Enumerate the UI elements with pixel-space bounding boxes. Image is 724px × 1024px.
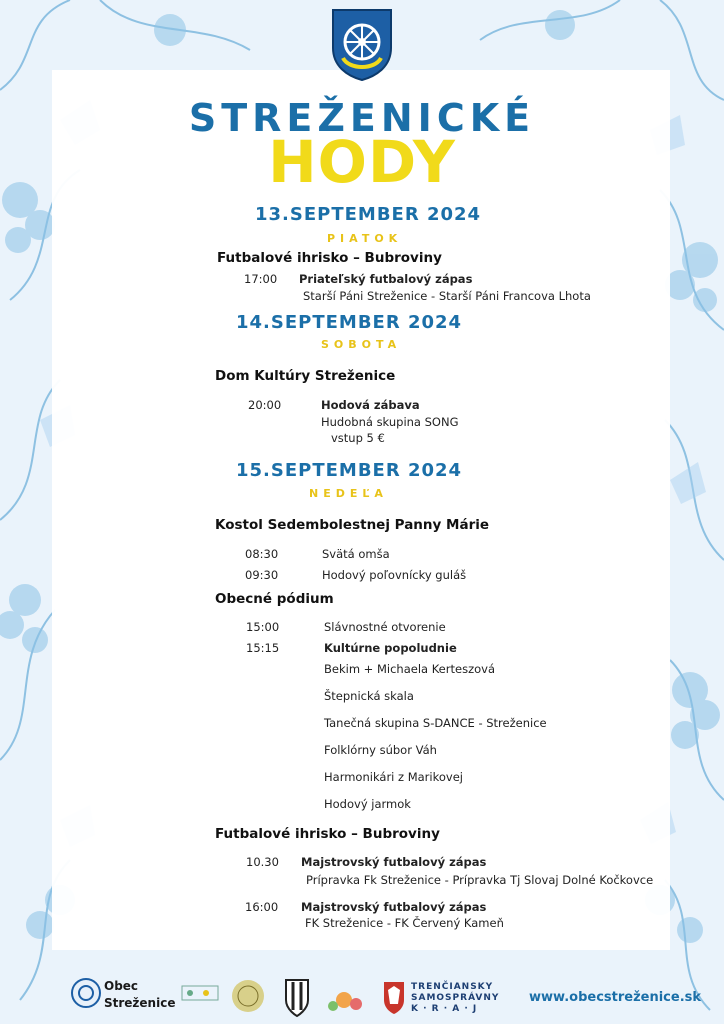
venue-name: Futbalové ihrisko – Bubroviny xyxy=(215,826,440,842)
event-title: Hodová zábava xyxy=(321,398,420,412)
event-time: 15:00 xyxy=(246,620,280,634)
event-detail: vstup 5 € xyxy=(331,431,385,445)
event-time: 10.30 xyxy=(246,855,279,869)
event-detail: FK Streženice - FK Červený Kameň xyxy=(305,916,504,930)
festival-title-line1: STREŽENICKÉ xyxy=(188,96,536,140)
venue-name: Kostol Sedembolestnej Panny Márie xyxy=(215,517,490,533)
footer-region-label: TRENČIANSKY SAMOSPRÁVNY K · R · A · J xyxy=(411,982,500,1014)
day-date: 15.SEPTEMBER 2024 xyxy=(236,460,463,481)
website-link[interactable]: www.obecstreženice.sk xyxy=(529,990,702,1005)
football-club-icon xyxy=(286,980,308,1016)
event-time: 09:30 xyxy=(245,568,279,582)
festival-title-line2: HODY xyxy=(268,128,456,196)
day-weekday: PIATOK xyxy=(327,232,403,245)
program-item: Folklórny súbor Váh xyxy=(324,743,437,757)
event-detail: Hudobná skupina SONG xyxy=(321,415,459,429)
event-title: Priateľský futbalový zápas xyxy=(299,272,473,286)
event-title: Slávnostné otvorenie xyxy=(324,620,446,634)
sponsor-logo-2 xyxy=(232,980,264,1012)
footer-obec-label: Obec Streženice xyxy=(104,979,176,1010)
event-time: 15:15 xyxy=(246,641,280,655)
event-time: 16:00 xyxy=(245,900,279,914)
program-item: Bekim + Michaela Kerteszová xyxy=(324,662,495,676)
venue-name: Obecné pódium xyxy=(215,591,334,607)
program-item: Štepnická skala xyxy=(324,689,414,703)
program-item: Harmonikári z Marikovej xyxy=(324,770,463,784)
sponsor-logo-4 xyxy=(328,992,362,1011)
event-title: Majstrovský futbalový zápas xyxy=(301,855,487,869)
venue-name: Futbalové ihrisko – Bubroviny xyxy=(217,250,442,266)
day-weekday: SOBOTA xyxy=(321,338,402,351)
venue-name: Dom Kultúry Streženice xyxy=(215,368,396,384)
event-detail: Prípravka Fk Streženice - Prípravka Tj Slovaj Dolné Kočkovce xyxy=(306,873,654,887)
event-title: Svätá omša xyxy=(322,547,390,561)
region-crest-icon xyxy=(384,982,404,1014)
event-time: 17:00 xyxy=(244,272,278,286)
program-item: Tanečná skupina S-DANCE - Streženice xyxy=(324,716,547,730)
day-weekday: NEDEĽA xyxy=(309,487,388,500)
event-detail: Starší Páni Streženice - Starší Páni Francova Lhota xyxy=(303,289,591,303)
day-date: 13.SEPTEMBER 2024 xyxy=(255,204,482,225)
obec-crest-icon xyxy=(72,979,100,1007)
sponsor-logo-1 xyxy=(182,986,218,1000)
event-title: Hodový poľovnícky guláš xyxy=(322,568,467,582)
event-title: Kultúrne popoludnie xyxy=(324,641,457,655)
event-time: 08:30 xyxy=(245,547,279,561)
municipal-crest-icon xyxy=(331,8,393,82)
content-panel xyxy=(52,70,670,950)
day-date: 14.SEPTEMBER 2024 xyxy=(236,312,463,333)
event-time: 20:00 xyxy=(248,398,282,412)
event-title: Majstrovský futbalový zápas xyxy=(301,900,487,914)
program-item: Hodový jarmok xyxy=(324,797,411,811)
